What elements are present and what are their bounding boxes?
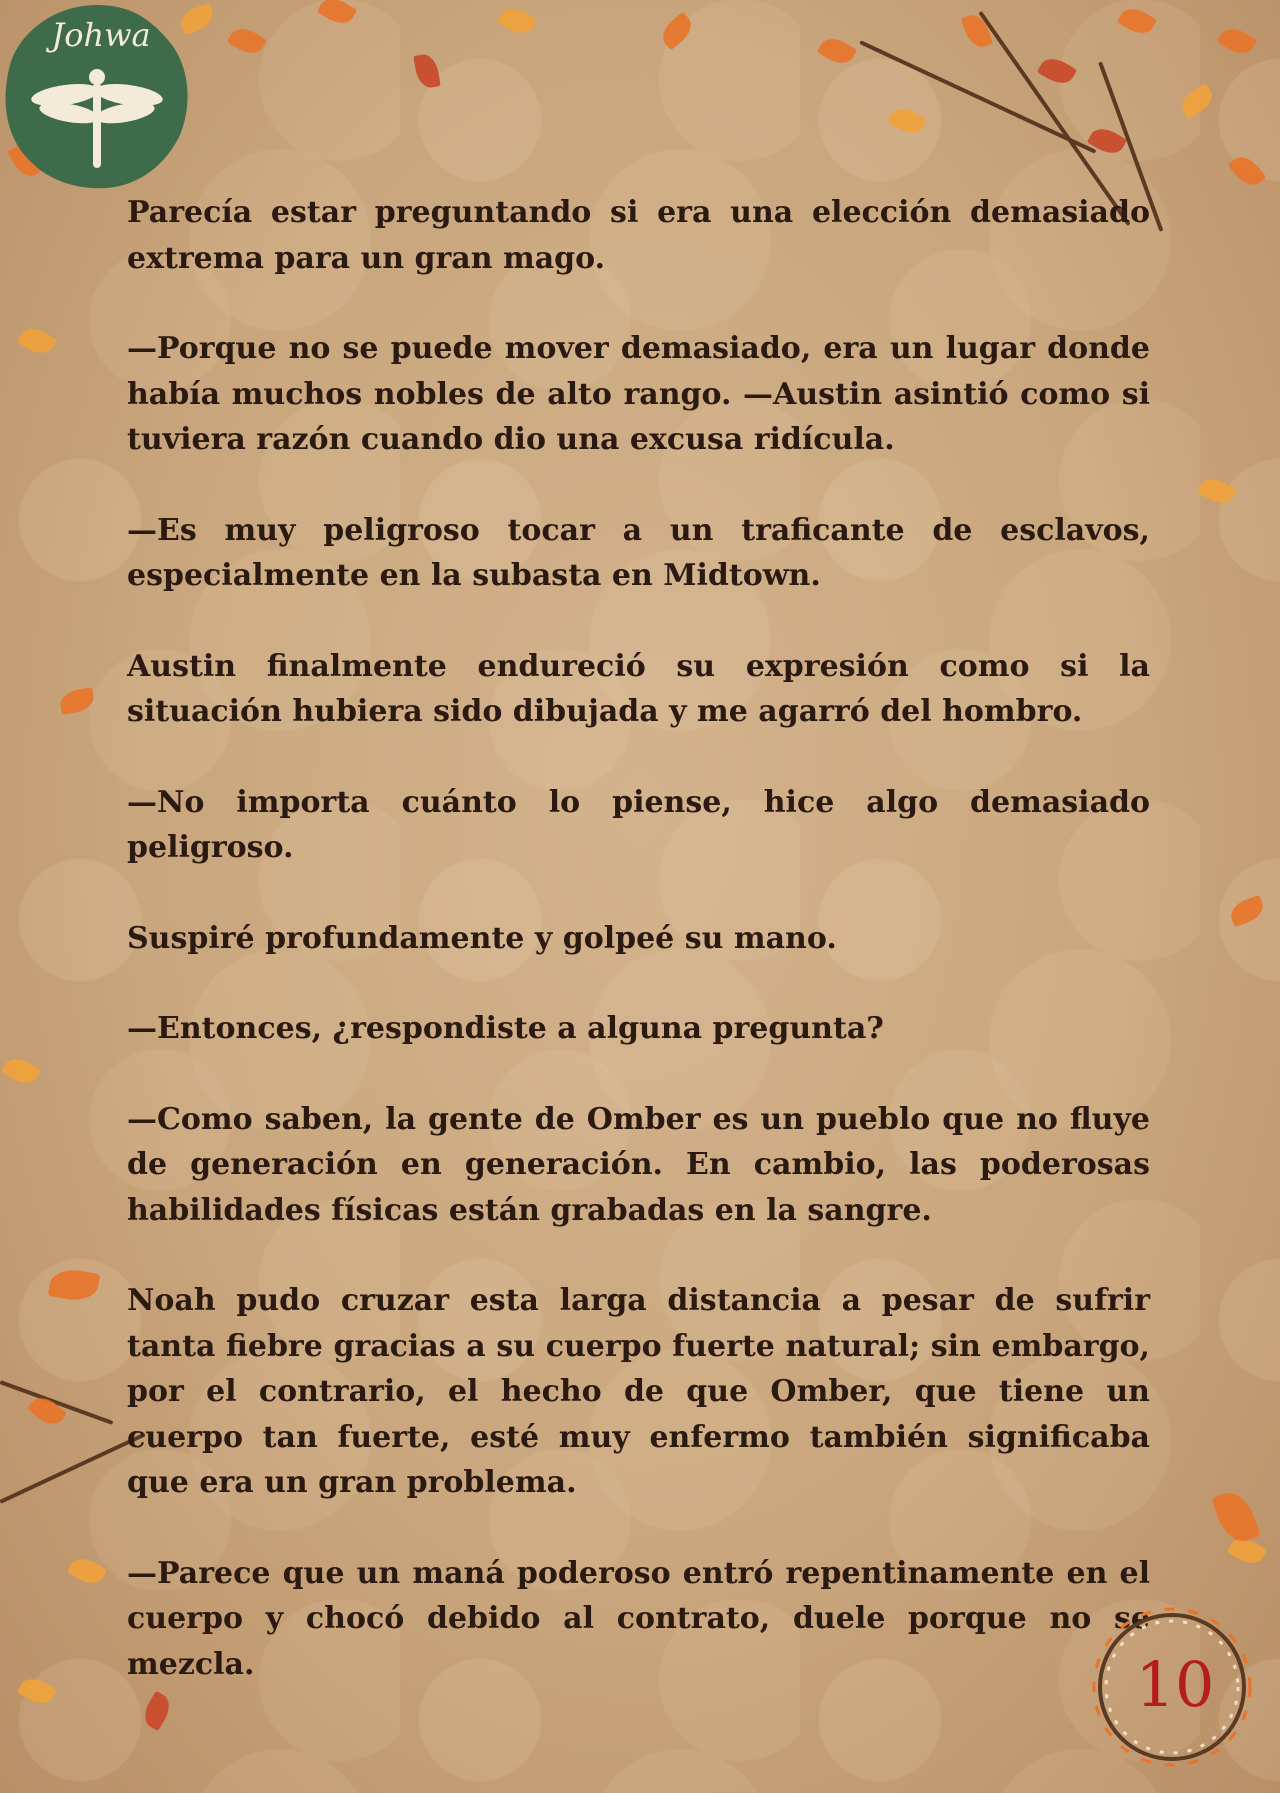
page-number: 10 xyxy=(1135,1648,1215,1721)
paragraph: —Porque no se puede mover demasiado, era un lugar donde había muchos nobles de alto rango. —Austin asintió como si tuviera razón cuando dio una excusa ridícula. xyxy=(127,331,1150,457)
paragraph: Parecía estar preguntando si era una elección demasiado extrema para un gran mago. xyxy=(127,195,1150,276)
chapter-text xyxy=(127,190,1150,1732)
paragraph: —Parece que un maná poderoso entró repentinamente en el cuerpo y chocó debido al contrato, duele porque no se mezcla. xyxy=(127,1555,1150,1682)
paragraph: Suspiré profundamente y golpeé su mano. xyxy=(127,920,837,956)
dragonfly-icon xyxy=(27,65,167,175)
paragraph: —No importa cuánto lo piense, hice algo demasiado peligroso. xyxy=(127,784,1150,865)
paragraph: Austin finalmente endureció su expresión como si la situación hubiera sido dibujada y me agarró del hombro. xyxy=(127,648,1150,729)
paragraph: —Entonces, ¿respondiste a alguna pregunta? xyxy=(127,1011,884,1046)
paragraph: —Es muy peligroso tocar a un traficante de esclavos, especialmente en la subasta en Midtown. xyxy=(127,512,1150,593)
logo-text: Johwa xyxy=(51,16,151,54)
paragraph: —Como saben, la gente de Omber es un pueblo que no fluye de generación en generación. En cambio, las poderosas habilidades físicas están grabadas en la sangre. xyxy=(127,1101,1150,1228)
paragraph: Noah pudo cruzar esta larga distancia a pesar de sufrir tanta fiebre gracias a su cuerpo fuerte natural; sin embargo, por el contrario, el hecho de que Omber, que tiene un cuerpo tan fuerte, esté muy enfermo también significaba que era un gran problema. xyxy=(127,1283,1150,1500)
publisher-logo xyxy=(2,0,192,190)
